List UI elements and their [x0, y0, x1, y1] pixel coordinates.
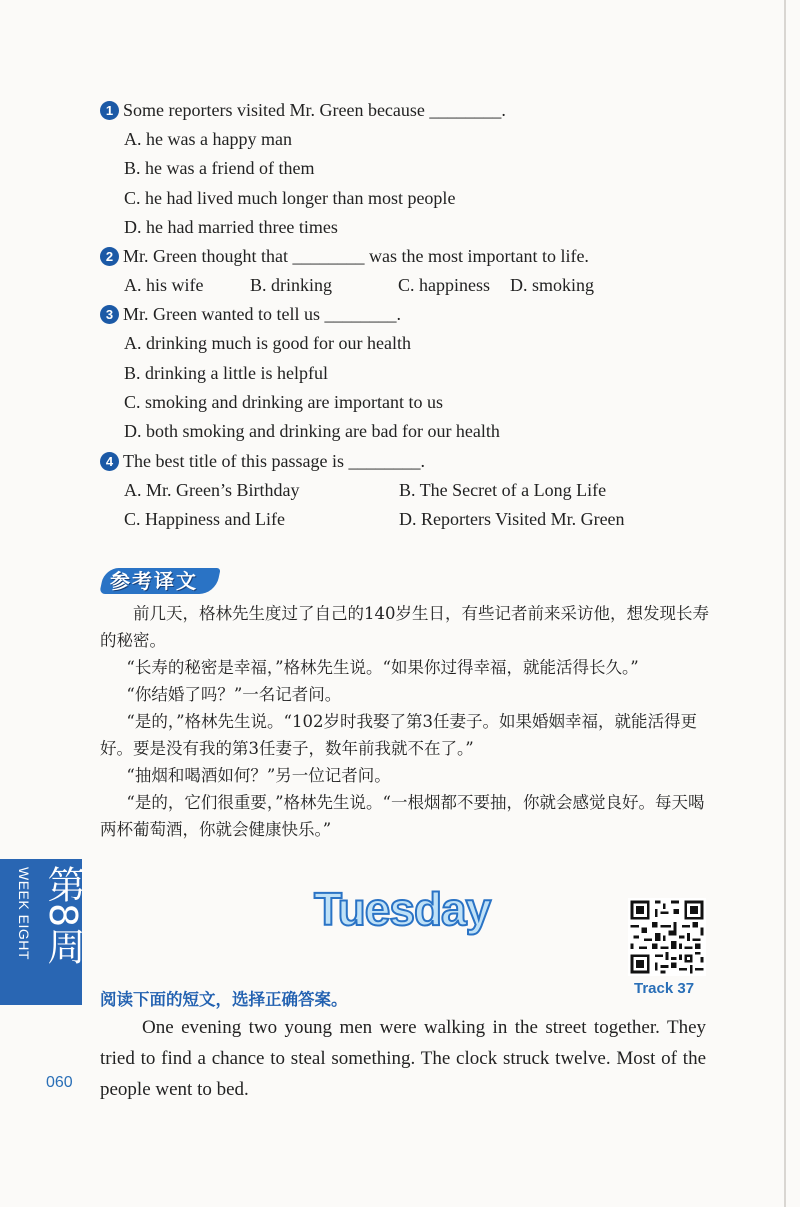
options-row [100, 505, 700, 534]
reading-instruction: 阅读下面的短文，选择正确答案。 [100, 990, 348, 1009]
day-title: Tuesday [314, 883, 491, 935]
question-number-badge: 4 [100, 452, 119, 471]
option-d: D. smoking [510, 275, 595, 296]
question-number-badge: 3 [100, 305, 119, 324]
option-a: A. Mr. Green’s Birthday [124, 479, 300, 500]
question-text: Mr. Green thought that ________ was the most important to life. [123, 246, 589, 267]
translation-paragraph: “你结婚了吗？”一名记者问。 [126, 685, 342, 704]
question-2 [100, 242, 700, 271]
translation-paragraph: “是的，它们很重要，”格林先生说。“一根烟都不要抽，你就会感觉良好。每天喝两杯葡萄酒，你就会健康快乐。” [100, 793, 705, 839]
option-c: C. smoking and drinking are important to us [124, 392, 443, 413]
question-text: Some reporters visited Mr. Green because ________. [123, 100, 506, 120]
questions [100, 96, 700, 534]
week-side-tab [0, 859, 85, 1005]
translation-paragraph: 前几天，格林先生度过了自己的140岁生日，有些记者前来采访他，想发现长寿的秘密。 [100, 604, 709, 650]
reference-translation-heading [100, 562, 240, 598]
translation-paragraph: “是的，”格林先生说。“102岁时我娶了第3任妻子。如果婚姻幸福，就能活得更好。要是没有我的第3任妻子，数年前我就不在了。” [100, 712, 697, 758]
option-c: C. happiness [398, 275, 490, 296]
option-b: B. drinking a little is helpful [124, 362, 328, 383]
option-c: C. he had lived much longer than most people [124, 187, 456, 208]
option-b: B. drinking [250, 275, 333, 296]
option-a: A. his wife [124, 275, 204, 296]
question-1 [100, 96, 700, 125]
option-a: A. drinking much is good for our health [124, 333, 411, 354]
question-4 [100, 447, 700, 476]
option-a: A. he was a happy man [124, 129, 292, 149]
week-label-cn: 第8周 [41, 865, 85, 966]
question-number-badge: 1 [100, 101, 119, 120]
question-text: Mr. Green wanted to tell us ________. [123, 304, 401, 325]
week-label-en: WEEK EIGHT [16, 867, 32, 960]
translation-paragraph: “长寿的秘密是幸福，”格林先生说。“如果你过得幸福，就能活得长久。” [126, 658, 639, 677]
translation-paragraph: “抽烟和喝酒如何？”另一位记者问。 [126, 766, 391, 785]
passage-paragraph: One evening two young men were walking in the street together. They tried to find a chance to steal something. The clock struck twelve. Most of the people went to bed. [100, 1017, 706, 1100]
qr-code-icon [628, 898, 706, 976]
audio-track-label: Track 37 [634, 980, 695, 997]
option-c: C. Happiness and Life [124, 508, 285, 529]
page-edge [784, 0, 786, 1207]
option-d: D. both smoking and drinking are bad for our health [124, 421, 500, 442]
reference-translation [100, 600, 710, 843]
question-3 [100, 300, 700, 329]
question-text: The best title of this passage is ________. [123, 450, 425, 471]
option-b: B. The Secret of a Long Life [399, 479, 607, 500]
option-b: B. he was a friend of them [124, 158, 315, 179]
reference-title: 参考译文 [110, 569, 198, 593]
page-number: 060 [46, 1074, 73, 1091]
options-row [100, 476, 700, 505]
question-number-badge: 2 [100, 247, 119, 266]
option-d: D. he had married three times [124, 216, 338, 237]
option-d: D. Reporters Visited Mr. Green [399, 508, 625, 529]
options-row [100, 271, 700, 300]
reading-passage [100, 1012, 706, 1105]
